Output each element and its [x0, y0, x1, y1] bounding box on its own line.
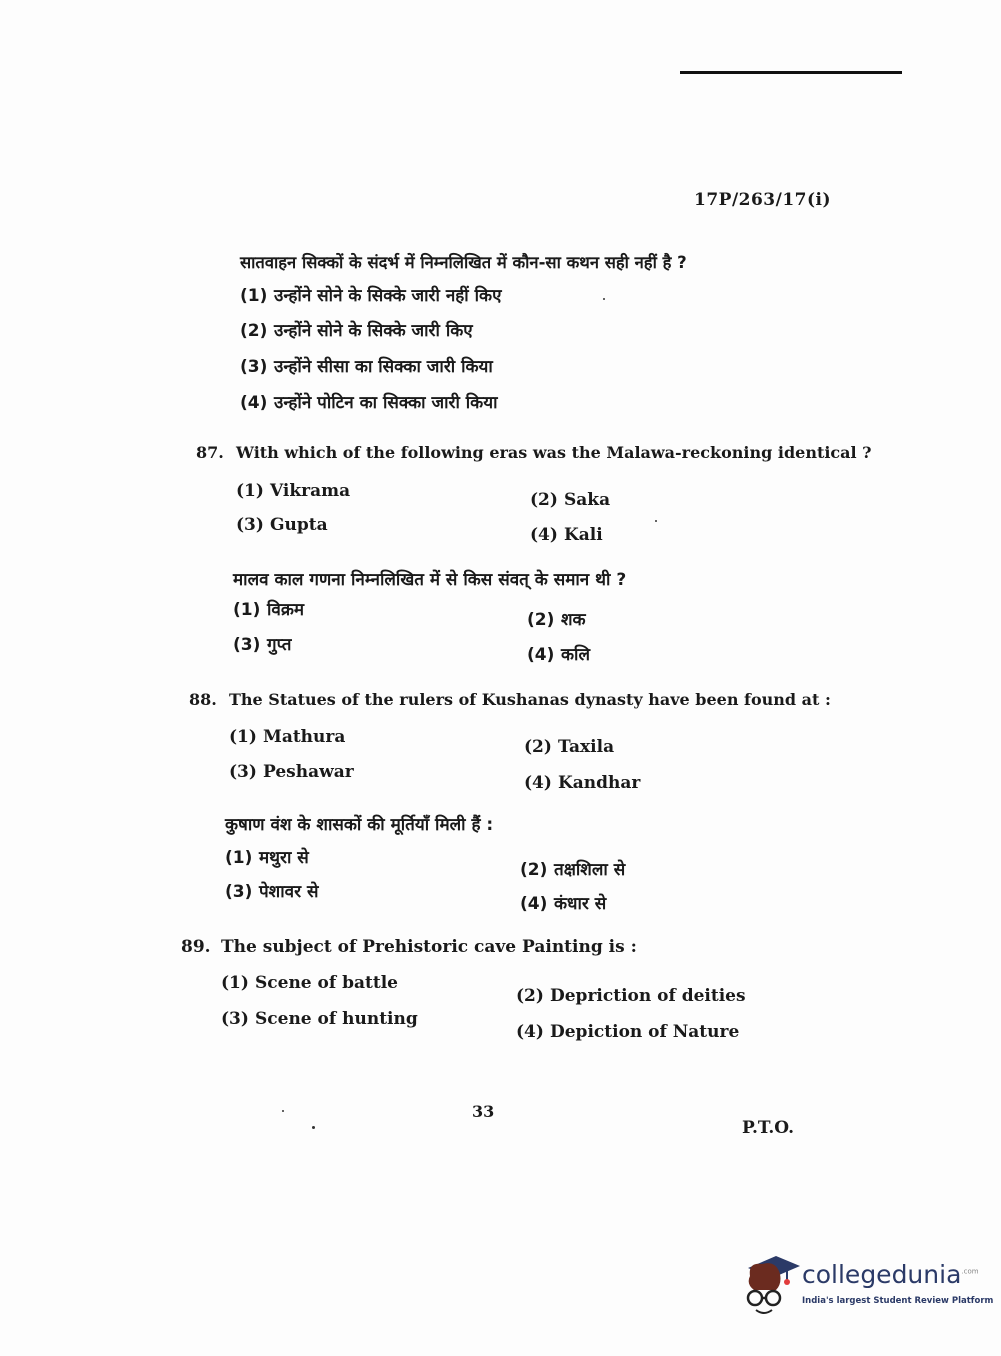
q88-option-2: (2) Taxila — [524, 737, 615, 757]
q87-hindi-option-2: (2) शक — [527, 610, 586, 630]
speck — [655, 520, 657, 522]
q88-hindi-option-1: (1) मथुरा से — [225, 848, 309, 868]
q88-hindi-question: कुषाण वंश के शासकों की मूर्तियाँ मिली हैं : — [225, 815, 494, 835]
q88-hindi-option-2: (2) तक्षशिला से — [520, 860, 626, 880]
speck — [603, 298, 605, 300]
q86-hindi-option-4: (4) उन्होंने पोटिन का सिक्का जारी किया — [240, 393, 498, 413]
q88-hindi-option-4: (4) कंधार से — [520, 894, 607, 914]
mascot-icon — [742, 1254, 800, 1320]
paper-code: 17P/263/17(i) — [694, 190, 832, 210]
q89-option-1: (1) Scene of battle — [221, 973, 398, 993]
logo-tagline: India's largest Student Review Platform — [802, 1296, 994, 1306]
q86-hindi-option-2: (2) उन्होंने सोने के सिक्के जारी किए — [240, 321, 473, 341]
top-rule — [680, 71, 902, 74]
logo-wordmark: collegedunia$^{.com}$ — [802, 1260, 979, 1289]
q88-option-4: (4) Kandhar — [524, 773, 641, 793]
q87-option-1: (1) Vikrama — [236, 481, 351, 501]
q89-option-2: (2) Depriction of deities — [516, 986, 746, 1006]
q88-hindi-option-3: (3) पेशावर से — [225, 882, 319, 902]
q87-hindi-option-4: (4) कलि — [527, 645, 590, 665]
speck — [282, 1110, 284, 1112]
q87-option-2: (2) Saka — [530, 490, 611, 510]
q87-hindi-option-3: (3) गुप्त — [233, 635, 292, 655]
q89-option-4: (4) Depiction of Nature — [516, 1022, 740, 1042]
page-number: 33 — [472, 1102, 495, 1121]
q87-question: 87. With which of the following eras was the Malawa-reckoning identical ? — [196, 443, 872, 462]
speck — [312, 1126, 315, 1129]
q87-hindi-question: मालव काल गणना निम्नलिखित में से किस संवत् के समान थी ? — [233, 570, 627, 590]
pto-label: P.T.O. — [742, 1118, 794, 1138]
q89-option-3: (3) Scene of hunting — [221, 1009, 418, 1029]
q86-hindi-question: सातवाहन सिक्कों के संदर्भ में निम्नलिखित में कौन-सा कथन सही नहीं है ? — [240, 253, 687, 272]
q89-question: 89. The subject of Prehistoric cave Painting is : — [181, 937, 637, 957]
q86-hindi-option-3: (3) उन्होंने सीसा का सिक्का जारी किया — [240, 357, 493, 377]
q87-option-3: (3) Gupta — [236, 515, 328, 535]
q88-option-1: (1) Mathura — [229, 727, 346, 747]
q88-question: 88. The Statues of the rulers of Kushanas dynasty have been found at : — [189, 690, 831, 709]
collegedunia-logo — [742, 1254, 994, 1320]
q86-hindi-option-1: (1) उन्होंने सोने के सिक्के जारी नहीं किए — [240, 286, 502, 306]
q88-option-3: (3) Peshawar — [229, 762, 354, 782]
q87-hindi-option-1: (1) विक्रम — [233, 600, 305, 620]
q87-option-4: (4) Kali — [530, 525, 603, 545]
